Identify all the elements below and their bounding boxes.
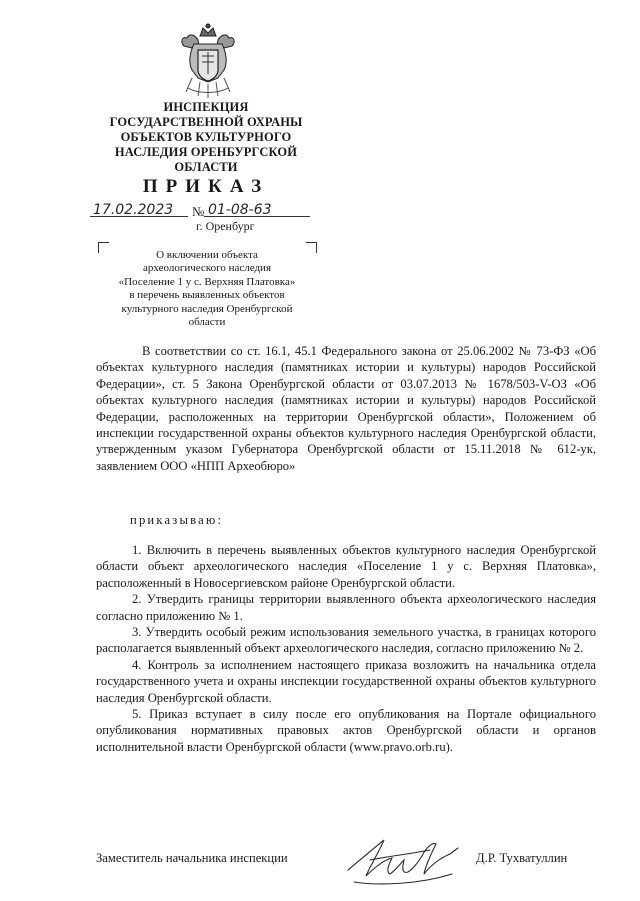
signature-icon — [340, 830, 470, 888]
org-line: ОБЛАСТИ — [174, 160, 238, 174]
order-items — [96, 542, 596, 755]
date-underline — [90, 216, 188, 217]
order-date: 17.02.2023 — [93, 202, 174, 218]
org-line: НАСЛЕДИЯ ОРЕНБУРГСКОЙ — [114, 145, 298, 159]
org-line: ИНСПЕКЦИЯ — [163, 100, 249, 114]
number-sign: № — [192, 204, 205, 219]
order-number: 01-08-63 — [208, 202, 272, 218]
subject-line: области — [188, 316, 226, 329]
document-type: ПРИКАЗ — [142, 176, 270, 197]
order-item: 3. Утвердить особый режим использования земельного участка, в границах которого располагается выявленный объект археологического наследия, согласно приложению № 2. — [96, 625, 596, 656]
order-item: 2. Утвердить границы территории выявленного объекта археологического наследия согласно приложению № 1. — [96, 592, 596, 623]
org-line: ГОСУДАРСТВЕННОЙ ОХРАНЫ — [109, 115, 303, 129]
subject-line: «Поселение 1 у с. Верхняя Платовка» — [118, 275, 296, 288]
number-underline — [204, 216, 310, 217]
subject-line: культурного наследия Оренбургской — [121, 302, 293, 315]
signer-position: Заместитель начальника инспекции — [96, 851, 288, 865]
city: г. Оренбург — [196, 219, 255, 233]
subject-line: археологического наследия — [143, 262, 271, 275]
coat-of-arms-icon — [178, 22, 238, 102]
organization-name — [88, 100, 324, 175]
order-item: 5. Приказ вступает в силу после его опубликования на Портале официального опубликования нормативных правовых актов Оренбургской области и органов исполнительной власти Оренбургской области (www.pravo.orb.ru). — [96, 707, 596, 754]
subject-line: О включении объекта — [156, 249, 258, 261]
decree-word: приказываю: — [130, 513, 224, 527]
subject-line: в перечень выявленных объектов — [129, 289, 285, 302]
order-subject — [96, 249, 318, 329]
signer-name: Д.Р. Тухватуллин — [476, 851, 568, 865]
order-item: 1. Включить в перечень выявленных объектов культурного наследия Оренбургской области объект археологического наследия «Поселение 1 у с. Верхняя Платовка», расположенный в Новосергиевском районе Оренбургской области. — [96, 543, 596, 590]
preamble: В соответствии со ст. 16.1, 45.1 Федерального закона от 25.06.2002 № 73-ФЗ «Об объектах культурного наследия (памятниках истории и культуры) народов Российской Федерации», ст. 5 Закона Оренбургской области от 03.07.2013 № 1678/503-V-ОЗ «Об объектах культурного наследия (памятниках истории и культуры) народов Российской Федерации, расположенных на территории Оренбургской области», Положением об инспекции государственной охраны объектов культурного наследия Оренбургской области, утвержденным указом Губернатора Оренбургской области от 15.11.2018 № 612-ук, заявлением ООО «НПП Археобюро» — [96, 344, 596, 473]
org-line: ОБЪЕКТОВ КУЛЬТУРНОГО — [120, 130, 292, 144]
order-item: 4. Контроль за исполнением настоящего приказа возложить на начальника отдела государственного учета и охраны инспекции государственной охраны объектов культурного наследия Оренбургской области. — [96, 657, 596, 705]
